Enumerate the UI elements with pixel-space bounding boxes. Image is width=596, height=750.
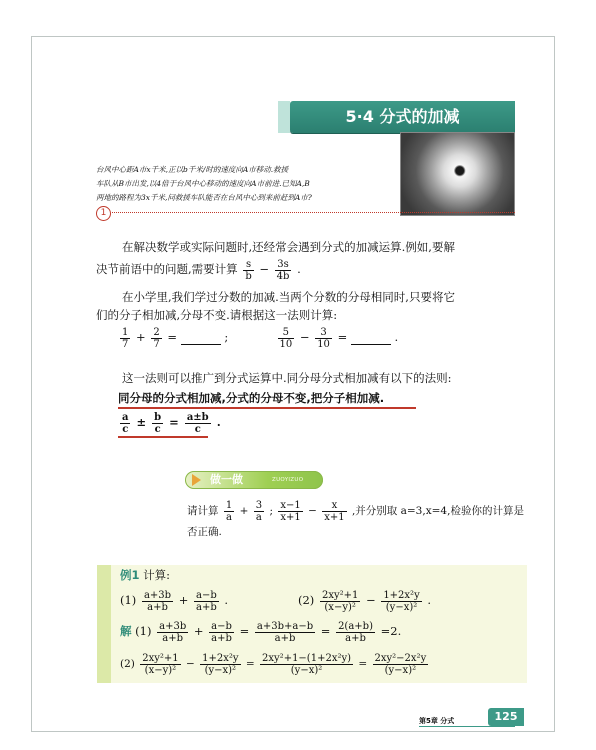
paragraph-2-line-1: 在小学里,我们学过分数的加减.当两个分数的分母相同时,只要将它 <box>122 290 455 304</box>
typhoon-satellite-image <box>400 132 515 216</box>
play-triangle-icon <box>192 474 201 486</box>
intro-line-3: 两地的路程为3x千米,问救援车队能否在台风中心到来前赶到A市? <box>96 193 312 202</box>
example-stripe <box>97 565 111 683</box>
solution-1: 解 (1) $\frac{a+3b}{a+b}$ + $\frac{a-b}{a+b}$ = $\frac{a+3b+a-b}{a+b}$ = $\frac{2(a+b)}{a+b}$ =2. <box>120 620 402 644</box>
rule-statement: 同分母的分式相加减,分式的分母不变,把分子相加减. <box>118 391 385 405</box>
period: . <box>297 262 301 276</box>
formula-underline <box>118 436 208 438</box>
solution-2: (2) $\frac{\text{2xy²+1}}{\text{(x−y)²}}$ − $\frac{\text{1+2x²y}}{\text{(y−x)²}}$ = $\frac{\text{2xy²+1−(1+2x²y)}}{\text{(y−x)²}}$ = $\frac{\text{2xy²−2x²y}}{\text{(y−x)²}}$ <box>120 652 427 676</box>
fraction-s-over-b: $\frac{s}{b}$ <box>245 258 252 282</box>
intro-problem <box>96 163 394 205</box>
paragraph-2-line-2: 们的分子相加减,分母不变.请根据这一法则计算: <box>96 308 338 322</box>
answer-blank-1 <box>181 332 221 345</box>
footer-line <box>419 726 515 727</box>
intro-marker: 1 <box>96 206 111 221</box>
chapter-label: 第5章 分式 <box>419 717 455 725</box>
fraction-practice: $\frac{1}{7}$ + $\frac{2}{7}$ = ; $\frac{5}{10}$ − $\frac{3}{10}$ = . <box>122 326 399 350</box>
intro-line-2: 车队从B市出发,以4倍于台风中心移动的速度向A市前进.已知A,B <box>96 179 310 188</box>
fraction-3s-over-4b: $\frac{3s}{4b}$ <box>276 258 290 282</box>
answer-blank-2 <box>351 332 391 345</box>
section-title: 5·4 分式的加减 <box>290 101 515 133</box>
page-number: 125 <box>488 708 524 726</box>
exercise-line-2: 否正确. <box>187 526 222 538</box>
example-question-2: (2) $\frac{\text{2xy²+1}}{\text{(x−y)²}}$ − $\frac{\text{1+2x²y}}{\text{(y−x)²}}$ . <box>298 589 432 613</box>
dotted-divider <box>112 212 515 213</box>
p1-text: 决节前语中的问题,需要计算 <box>96 262 238 276</box>
activity-pinyin: ZUOYIZUO <box>272 477 304 483</box>
rule-formula: $\frac{a}{c}$ ± $\frac{b}{c}$ = $\frac{a\pm b}{c}$ . <box>122 411 221 435</box>
intro-line-1: 台风中心距A市x千米,正以b千米/时的速度向A市移动.救援 <box>96 165 289 174</box>
minus-sign: − <box>259 262 270 276</box>
exercise-line-1: 请计算 $\frac{1}{a}$ + $\frac{3}{a}$ ; $\frac{x-1}{x+1}$ − $\frac{x}{x+1}$ ,并分别取 a=3,x=4,检验你的计算是 <box>187 499 524 523</box>
example-heading: 例1 计算: <box>120 568 171 582</box>
paragraph-1-line-2 <box>96 258 301 282</box>
example-question-1: (1) $\frac{a+3b}{a+b}$ + $\frac{a-b}{a+b}$ . <box>120 589 229 613</box>
activity-label: 做一做 <box>210 473 243 486</box>
paragraph-3-line-1: 这一法则可以推广到分式运算中.同分母分式相加减有以下的法则: <box>122 371 452 385</box>
paragraph-1-line-1: 在解决数学或实际问题时,还经常会遇到分式的加减运算.例如,要解 <box>122 240 455 254</box>
